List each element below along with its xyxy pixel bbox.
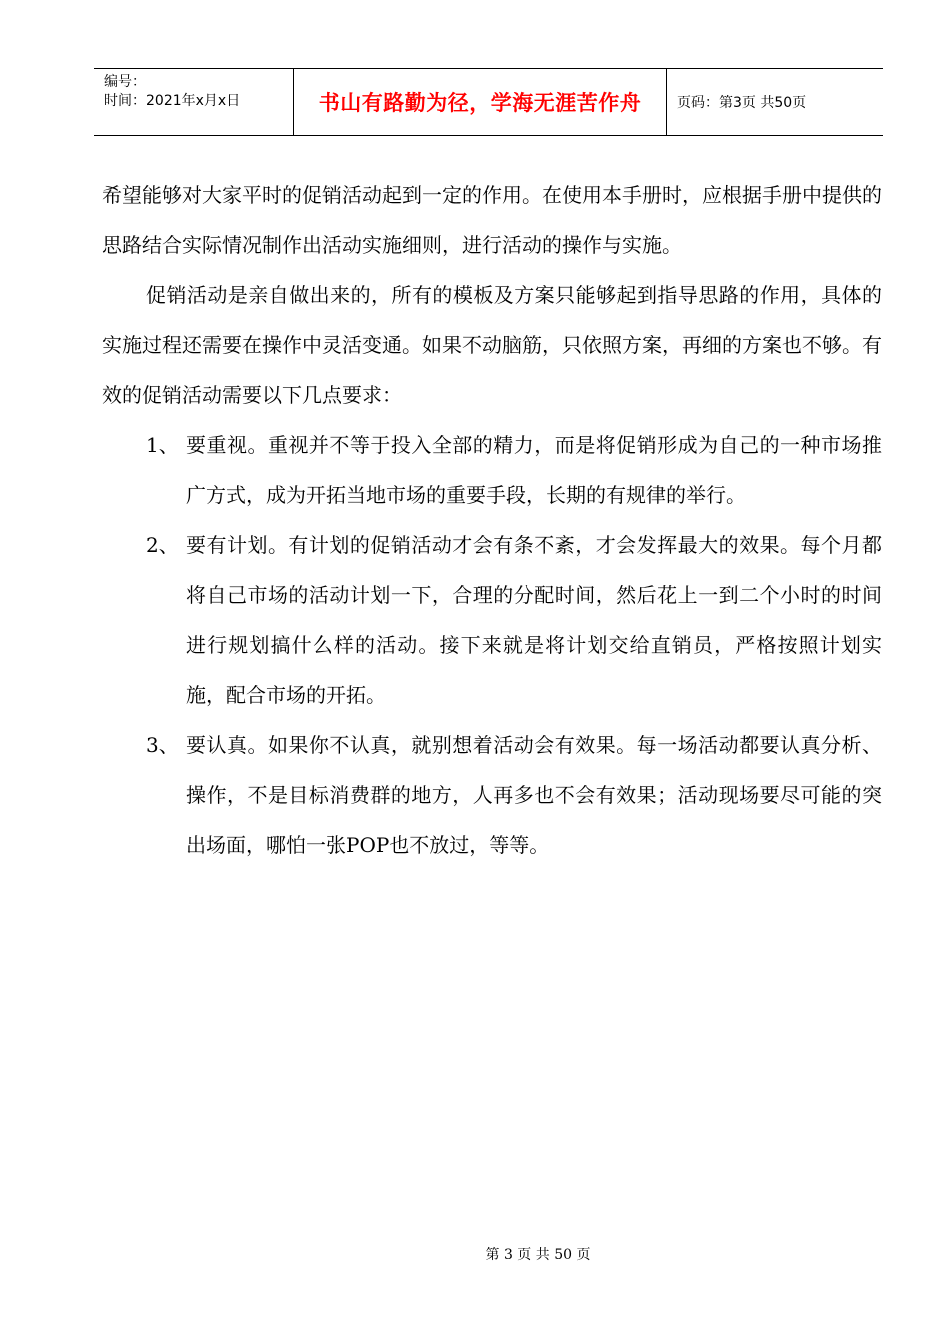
header-motto-cell bbox=[294, 69, 667, 135]
paragraph-1: 希望能够对大家平时的促销活动起到一定的作用。在使用本手册时，应根据手册中提供的思路结合实际情况制作出活动实施细则，进行活动的操作与实施。 bbox=[102, 183, 882, 257]
list-text: 要有计划。有计划的促销活动才会有条不紊，才会发挥最大的效果。每个月都将自己市场的活动计划一下，合理的分配时间，然后花上一到二个小时的时间进行规划搞什么样的活动。接下来就是将计划交给直销员，严格按照计划实施，配合市场的开拓。 bbox=[186, 533, 882, 707]
document-header bbox=[94, 68, 883, 136]
list-item bbox=[102, 720, 882, 870]
header-meta-cell bbox=[94, 69, 294, 135]
paragraph-2: 促销活动是亲自做出来的，所有的模板及方案只能够起到指导思路的作用，具体的实施过程还需要在操作中灵活变通。如果不动脑筋，只依照方案，再细的方案也不够。有效的促销活动需要以下几点要求： bbox=[102, 283, 882, 407]
list-item bbox=[102, 520, 882, 720]
footer-page-number: 第 3 页 共 50 页 bbox=[485, 1247, 591, 1263]
list-number: 1、 bbox=[146, 433, 179, 457]
time-label: 时间：2021年x月x日 bbox=[104, 93, 241, 109]
page-footer bbox=[0, 1244, 950, 1264]
number-label: 编号： bbox=[104, 74, 146, 90]
list-number: 3、 bbox=[146, 733, 179, 757]
list-text: 要重视。重视并不等于投入全部的精力，而是将促销形成为自己的一种市场推广方式，成为开拓当地市场的重要手段，长期的有规律的举行。 bbox=[186, 433, 882, 507]
motto-text: 书山有路勤为径，学海无涯苦作舟 bbox=[318, 91, 642, 115]
list-item bbox=[102, 420, 882, 520]
document-body bbox=[102, 170, 882, 870]
list-number: 2、 bbox=[146, 533, 179, 557]
header-page-cell bbox=[667, 69, 883, 135]
list-text: 要认真。如果你不认真，就别想着活动会有效果。每一场活动都要认真分析、操作，不是目标消费群的地方，人再多也不会有效果；活动现场要尽可能的突出场面，哪怕一张POP也不放过，等等。 bbox=[186, 733, 882, 857]
page-info: 页码：第3页 共50页 bbox=[677, 95, 807, 111]
